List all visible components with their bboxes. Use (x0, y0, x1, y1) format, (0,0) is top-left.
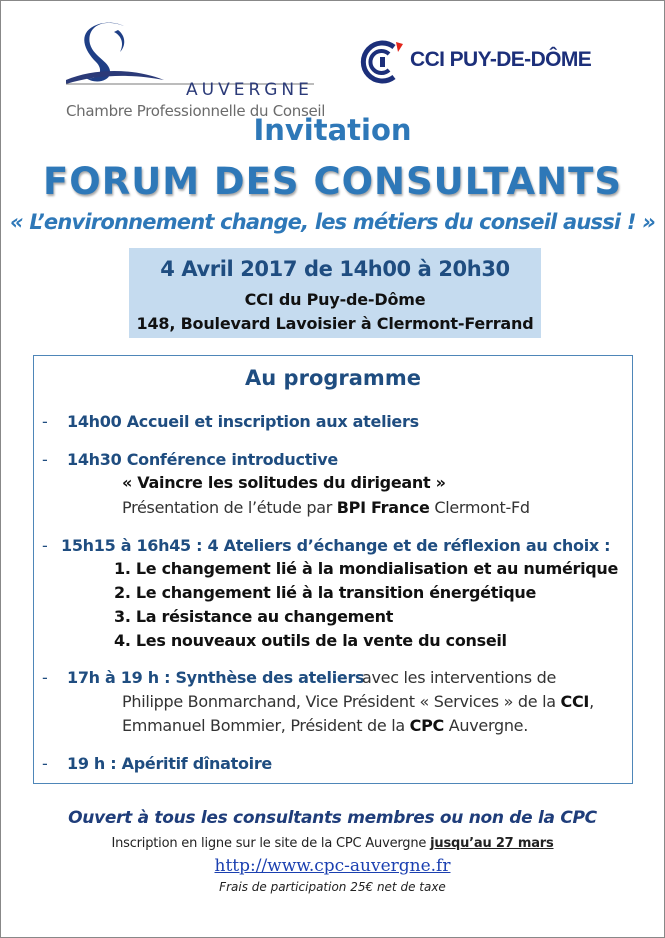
bullet-dash: - (42, 668, 48, 687)
speaker-1-text: Philippe Bonmarchand, Vice Président « Services » de la (122, 692, 561, 711)
bullet-dash: - (42, 412, 48, 431)
speaker-2-text: Emmanuel Bommier, Président de la (122, 716, 410, 735)
speaker-1-org: CCI (560, 692, 590, 711)
cpc-region-text: AUVERGNE (186, 80, 313, 100)
programme-item-aperitif: 19 h : Apéritif dînatoire (67, 754, 272, 773)
cci-puy-de-dome-logo (358, 38, 608, 86)
conference-subtitle: « Vaincre les solitudes du dirigeant » (122, 473, 446, 492)
conference-desc-org: BPI France (336, 498, 430, 517)
website-link[interactable]: http://www.cpc-auvergne.fr (214, 856, 451, 876)
speaker-line-2 (122, 716, 528, 735)
workshop-item: 3. La résistance au changement (114, 607, 394, 626)
conference-desc-prefix: Présentation de l’étude par (122, 498, 337, 517)
workshop-item: 2. Le changement lié à la transition énergétique (114, 583, 537, 602)
speaker-2-org: CPC (409, 716, 444, 735)
cpc-auvergne-logo (64, 18, 326, 118)
forum-title: FORUM DES CONSULTANTS (42, 160, 623, 203)
speaker-2-suffix: Auvergne. (443, 716, 528, 735)
speaker-1-suffix: , (589, 692, 594, 711)
tagline: « L’environnement change, les métiers du conseil aussi ! » (10, 210, 655, 234)
registration-info (0, 836, 665, 851)
bullet-dash: - (42, 450, 48, 469)
event-place: CCI du Puy-de-Dôme (244, 290, 426, 309)
event-info-box (129, 248, 541, 338)
conference-description (122, 498, 530, 517)
workshop-item: 4. Les nouveaux outils de la vente du conseil (114, 631, 507, 650)
event-address: 148, Boulevard Lavoisier à Clermont-Ferrand (136, 314, 534, 333)
programme-item-welcome: 14h00 Accueil et inscription aux ateliers (67, 412, 419, 431)
conference-desc-suffix: Clermont-Fd (429, 498, 530, 517)
programme-item-synthesis: 17h à 19 h : Synthèse des ateliers (67, 668, 365, 687)
synthesis-intro: avec les interventions de (362, 668, 557, 687)
participation-fee: Frais de participation 25€ net de taxe (219, 880, 446, 894)
audience-statement: Ouvert à tous les consultants membres ou non de la CPC (68, 808, 597, 828)
cpc-subtitle-text: Chambre Professionnelle du Conseil (66, 102, 326, 120)
cci-emblem-icon (358, 38, 406, 86)
event-date: 4 Avril 2017 de 14h00 à 20h30 (160, 257, 510, 281)
programme-box (33, 355, 633, 784)
bullet-dash: - (42, 754, 48, 773)
invitation-heading: Invitation (253, 113, 412, 147)
registration-text: Inscription en ligne sur le site de la CPC Auvergne (111, 836, 431, 851)
speaker-line-1 (122, 692, 594, 711)
programme-item-conference: 14h30 Conférence introductive (67, 450, 338, 469)
workshop-item: 1. Le changement lié à la mondialisation et au numérique (114, 559, 619, 578)
bullet-dash: - (42, 536, 48, 555)
programme-item-workshops: 15h15 à 16h45 : 4 Ateliers d’échange et de réflexion au choix : (61, 536, 611, 555)
programme-title: Au programme (245, 366, 421, 390)
cci-name-text: CCI PUY-DE-DÔME (410, 48, 592, 71)
registration-deadline: jusqu’au 27 mars (430, 836, 554, 851)
